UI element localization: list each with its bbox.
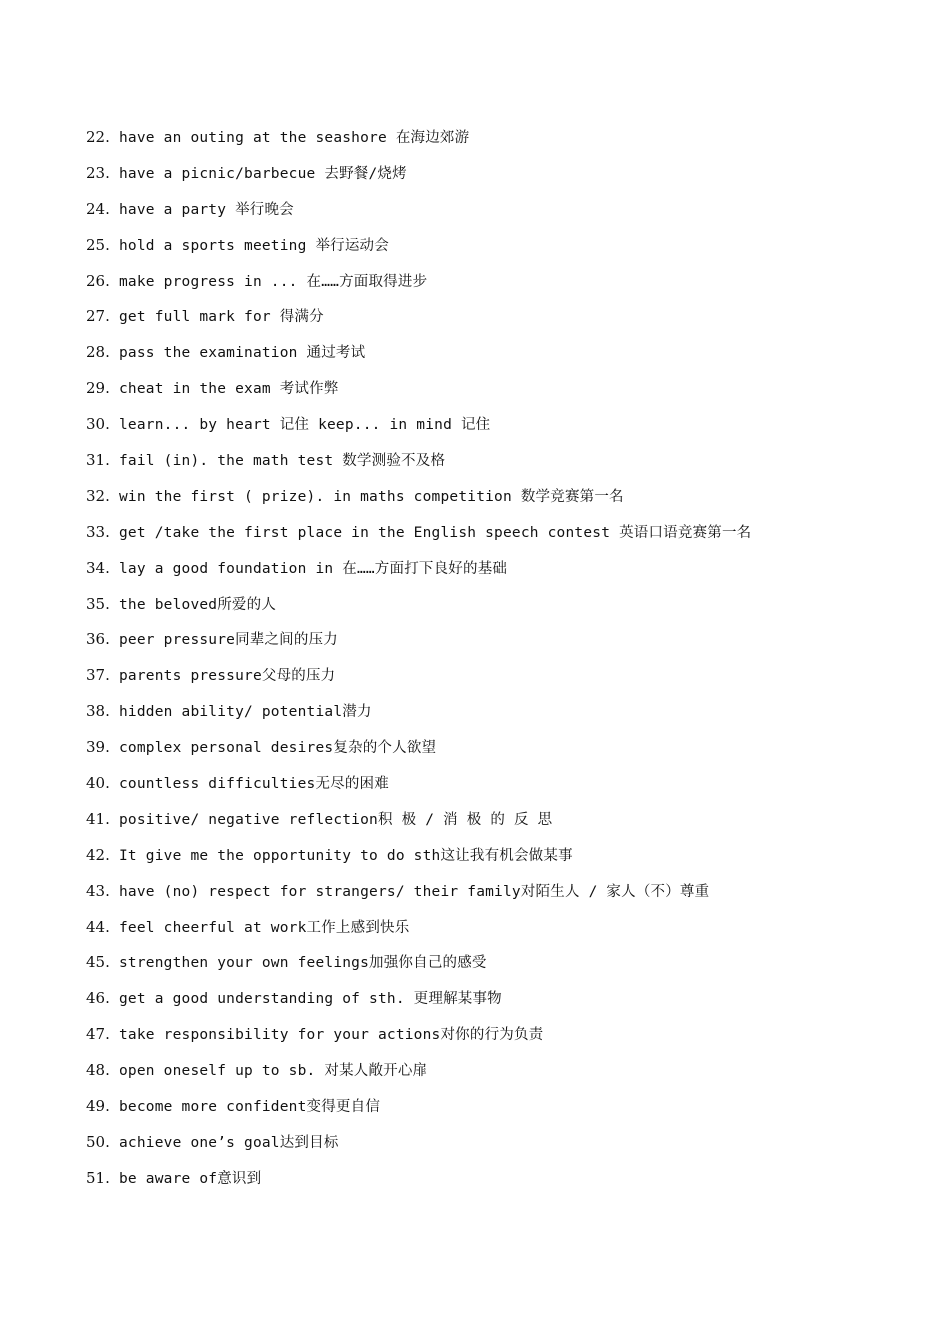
item-number: 50. [86,1132,110,1151]
list-item [86,123,906,159]
item-text: take responsibility for your actions对你的行为负责 [119,1027,544,1044]
item-number: 36. [86,630,110,649]
item-text: complex personal desires复杂的个人欲望 [119,740,437,757]
list-item [86,518,906,554]
list-item [86,984,906,1020]
item-number: 44. [86,917,110,936]
item-number: 39. [86,738,110,757]
list-item [86,554,906,590]
list-item [86,590,906,626]
list-item [86,410,906,446]
list-item [86,625,906,661]
list-item [86,374,906,410]
list-item [86,769,906,805]
list-item [86,805,906,841]
list-item [86,948,906,984]
list-item [86,877,906,913]
item-text: It give me the opportunity to do sth这让我有机会做某事 [119,847,573,864]
item-number: 43. [86,881,110,900]
item-text: open oneself up to sb. 对某人敞开心扉 [119,1063,428,1080]
item-text: get full mark for 得满分 [119,309,324,326]
item-number: 32. [86,486,110,505]
item-text: feel cheerful at work工作上感到快乐 [119,919,410,936]
item-number: 28. [86,343,110,362]
item-number: 27. [86,307,110,326]
list-item [86,446,906,482]
item-text: win the first ( prize). in maths competition 数学竞赛第一名 [119,488,624,505]
item-number: 37. [86,666,110,685]
list-item [86,697,906,733]
item-number: 24. [86,199,110,218]
list-item [86,841,906,877]
item-text: lay a good foundation in 在……方面打下良好的基础 [119,560,508,577]
item-number: 29. [86,379,110,398]
item-text: get /take the first place in the English speech contest 英语口语竞赛第一名 [119,524,752,541]
item-text: have (no) respect for strangers/ their family对陌生人 / 家人（不）尊重 [119,883,710,900]
item-number: 46. [86,989,110,1008]
item-text: achieve one’s goal达到目标 [119,1134,339,1151]
item-text: parents pressure父母的压力 [119,668,336,685]
item-text: peer pressure同辈之间的压力 [119,632,338,649]
item-number: 51. [86,1168,110,1187]
item-text: get a good understanding of sth. 更理解某事物 [119,991,502,1008]
list-item [86,913,906,949]
item-text: hidden ability/ potential潜力 [119,704,372,721]
item-number: 22. [86,128,110,146]
item-text: have an outing at the seashore 在海边郊游 [119,130,470,146]
item-number: 48. [86,1061,110,1080]
item-text: strengthen your own feelings加强你自己的感受 [119,955,487,972]
item-number: 25. [86,235,110,254]
list-item [86,733,906,769]
list-item [86,159,906,195]
item-text: countless difficulties无尽的困难 [119,776,389,793]
phrase-list [86,123,906,1200]
list-item [86,1092,906,1128]
item-number: 33. [86,522,110,541]
item-number: 38. [86,702,110,721]
item-text: have a party 举行晚会 [119,201,294,218]
item-text: become more confident变得更自信 [119,1099,381,1116]
list-item [86,661,906,697]
list-item [86,1164,906,1200]
item-number: 31. [86,451,110,470]
item-number: 42. [86,845,110,864]
item-text: hold a sports meeting 举行运动会 [119,237,389,254]
item-text: the beloved所爱的人 [119,596,277,613]
item-number: 30. [86,415,110,434]
list-item [86,302,906,338]
item-number: 41. [86,809,110,828]
item-text: learn... by heart 记住 keep... in mind 记住 [119,417,491,434]
item-number: 23. [86,163,110,182]
list-item [86,267,906,303]
item-number: 40. [86,774,110,793]
list-item [86,482,906,518]
list-item [86,231,906,267]
item-number: 45. [86,953,110,972]
item-number: 34. [86,558,110,577]
item-text: have a picnic/barbecue 去野餐/烧烤 [119,165,407,182]
item-text: cheat in the exam 考试作弊 [119,381,339,398]
item-text: fail (in). the math test 数学测验不及格 [119,453,446,470]
list-item [86,1020,906,1056]
list-item [86,195,906,231]
item-text: positive/ negative reflection积 极 / 消 极 的 反 思 [119,811,553,828]
item-number: 49. [86,1097,110,1116]
item-number: 35. [86,594,110,613]
item-text: be aware of意识到 [119,1170,262,1187]
item-text: pass the examination 通过考试 [119,345,366,362]
list-item [86,1128,906,1164]
list-item [86,338,906,374]
list-item [86,1056,906,1092]
item-text: make progress in ... 在……方面取得进步 [119,273,428,290]
item-number: 26. [86,271,110,290]
item-number: 47. [86,1025,110,1044]
